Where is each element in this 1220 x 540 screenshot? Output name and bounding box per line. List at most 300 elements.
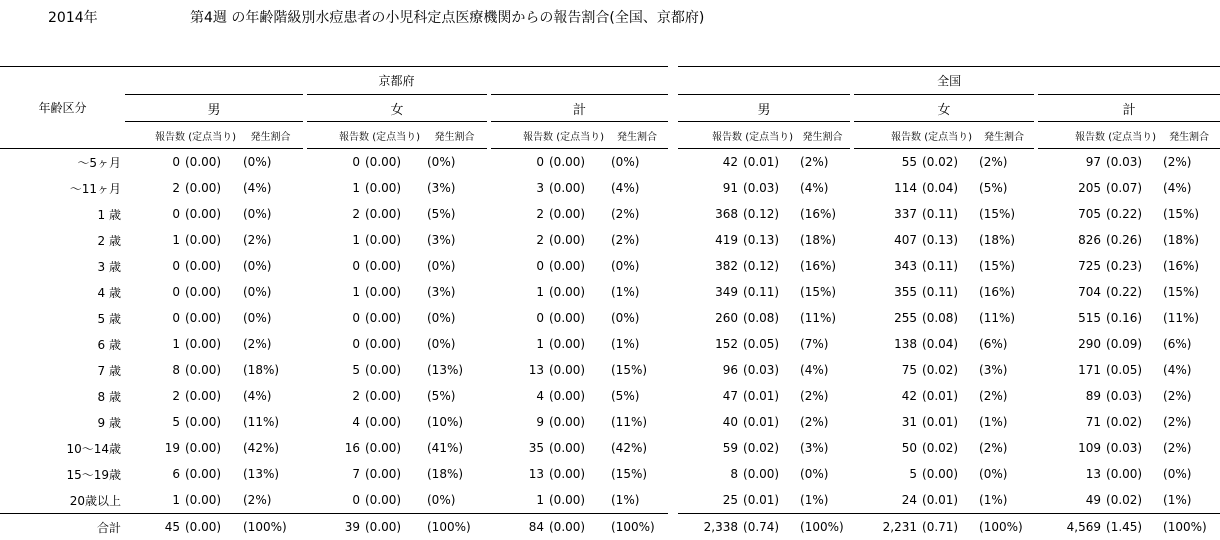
rate-cell: (11%): [974, 305, 1036, 331]
count-cell: 355: [852, 279, 917, 305]
count-cell: 2: [489, 201, 544, 227]
rate-cell: (10%): [422, 409, 489, 435]
per-site-cell: (0.00): [544, 149, 606, 176]
sex-header-national-female: 女: [852, 95, 1036, 122]
per-site-cell: (0.00): [360, 149, 422, 176]
per-site-cell: (0.00): [180, 487, 238, 514]
rate-cell: (0%): [238, 149, 305, 176]
count-cell: 47: [678, 383, 738, 409]
per-site-cell: (0.01): [738, 409, 795, 435]
count-cell: 407: [852, 227, 917, 253]
rate-cell: (41%): [422, 435, 489, 461]
per-site-cell: (0.00): [180, 357, 238, 383]
rate-cell: (3%): [974, 357, 1036, 383]
count-cell: 71: [1036, 409, 1101, 435]
count-cell: 31: [852, 409, 917, 435]
rate-cell: (5%): [422, 383, 489, 409]
per-site-cell: (0.00): [544, 383, 606, 409]
per-site-cell: (0.00): [544, 175, 606, 201]
count-cell: 1: [489, 279, 544, 305]
count-cell: 49: [1036, 487, 1101, 514]
rate-cell: (1%): [606, 279, 668, 305]
per-site-cell: (0.03): [1101, 149, 1158, 176]
rate-cell: (15%): [974, 201, 1036, 227]
count-cell: 1: [489, 331, 544, 357]
row-gap: [668, 201, 678, 227]
per-site-cell: (0.00): [360, 357, 422, 383]
row-gap: [668, 331, 678, 357]
rate-cell: (100%): [238, 514, 305, 540]
subheader-rate-kyoto-total: 発生割合: [606, 122, 668, 149]
count-cell: 725: [1036, 253, 1101, 279]
per-site-cell: (0.74): [738, 514, 795, 540]
rate-cell: (2%): [606, 201, 668, 227]
count-cell: 91: [678, 175, 738, 201]
count-cell: 3: [489, 175, 544, 201]
total-label: 合計: [0, 514, 125, 540]
rate-cell: (2%): [1158, 383, 1220, 409]
subheader-gap: [668, 122, 678, 149]
row-gap: [668, 305, 678, 331]
count-cell: 171: [1036, 357, 1101, 383]
rate-cell: (4%): [1158, 175, 1220, 201]
rate-cell: (4%): [238, 175, 305, 201]
age-label: 9 歳: [0, 409, 125, 435]
count-cell: 75: [852, 357, 917, 383]
rate-cell: (6%): [974, 331, 1036, 357]
count-cell: 0: [125, 149, 180, 176]
count-cell: 8: [125, 357, 180, 383]
count-cell: 55: [852, 149, 917, 176]
per-site-cell: (0.00): [917, 461, 974, 487]
rate-cell: (16%): [974, 279, 1036, 305]
per-site-cell: (0.23): [1101, 253, 1158, 279]
rate-cell: (1%): [606, 331, 668, 357]
subheader-rate-kyoto-male: 発生割合: [238, 122, 305, 149]
rate-cell: (18%): [422, 461, 489, 487]
rate-cell: (11%): [606, 409, 668, 435]
rate-cell: (100%): [795, 514, 852, 540]
rate-cell: (42%): [606, 435, 668, 461]
rate-cell: (5%): [606, 383, 668, 409]
rate-cell: (2%): [974, 383, 1036, 409]
table-row: [0, 409, 1220, 435]
per-site-cell: (0.12): [738, 253, 795, 279]
sex-header-kyoto-male: 男: [125, 95, 305, 122]
count-cell: 1: [305, 227, 360, 253]
sex-gap: [668, 95, 678, 122]
age-label: 1 歳: [0, 201, 125, 227]
rate-cell: (16%): [795, 253, 852, 279]
count-cell: 19: [125, 435, 180, 461]
per-site-cell: (0.00): [180, 253, 238, 279]
rate-cell: (7%): [795, 331, 852, 357]
sex-header-national-male: 男: [678, 95, 852, 122]
rate-cell: (2%): [606, 227, 668, 253]
per-site-cell: (0.00): [360, 227, 422, 253]
per-site-cell: (0.00): [360, 409, 422, 435]
count-cell: 97: [1036, 149, 1101, 176]
rate-cell: (1%): [974, 487, 1036, 514]
per-site-cell: (0.01): [917, 383, 974, 409]
row-gap: [668, 357, 678, 383]
rate-cell: (5%): [974, 175, 1036, 201]
rate-cell: (2%): [795, 409, 852, 435]
rate-cell: (0%): [422, 487, 489, 514]
region-header-national: 全国: [678, 67, 1220, 95]
rate-cell: (4%): [606, 175, 668, 201]
rate-cell: (0%): [606, 305, 668, 331]
per-site-cell: (0.11): [917, 279, 974, 305]
count-cell: 7: [305, 461, 360, 487]
subheader-count-kyoto-male: 報告数 (定点当り): [125, 122, 238, 149]
year-label: 2014年: [48, 7, 98, 27]
per-site-cell: (1.45): [1101, 514, 1158, 540]
sex-header-kyoto-female: 女: [305, 95, 489, 122]
rate-cell: (18%): [974, 227, 1036, 253]
count-cell: 349: [678, 279, 738, 305]
per-site-cell: (0.00): [180, 305, 238, 331]
subheader-count-kyoto-female: 報告数 (定点当り): [305, 122, 422, 149]
per-site-cell: (0.04): [917, 331, 974, 357]
per-site-cell: (0.00): [360, 331, 422, 357]
count-cell: 0: [305, 331, 360, 357]
count-cell: 260: [678, 305, 738, 331]
rate-cell: (0%): [238, 305, 305, 331]
per-site-cell: (0.01): [738, 487, 795, 514]
rate-cell: (42%): [238, 435, 305, 461]
count-cell: 0: [489, 149, 544, 176]
count-cell: 0: [305, 253, 360, 279]
sex-header-kyoto-total: 計: [489, 95, 668, 122]
rate-cell: (4%): [795, 357, 852, 383]
per-site-cell: (0.03): [1101, 383, 1158, 409]
per-site-cell: (0.00): [360, 435, 422, 461]
per-site-cell: (0.03): [738, 357, 795, 383]
count-cell: 1: [125, 487, 180, 514]
per-site-cell: (0.01): [917, 487, 974, 514]
rate-cell: (15%): [795, 279, 852, 305]
rate-cell: (2%): [1158, 149, 1220, 176]
subheader-count-kyoto-total: 報告数 (定点当り): [489, 122, 606, 149]
per-site-cell: (0.00): [544, 227, 606, 253]
rate-cell: (18%): [795, 227, 852, 253]
count-cell: 2,338: [678, 514, 738, 540]
age-distribution-table: [0, 66, 1220, 540]
per-site-cell: (0.00): [1101, 461, 1158, 487]
per-site-cell: (0.00): [360, 461, 422, 487]
count-cell: 96: [678, 357, 738, 383]
subheader-count-national-total: 報告数 (定点当り): [1036, 122, 1158, 149]
count-cell: 0: [305, 305, 360, 331]
per-site-cell: (0.00): [360, 514, 422, 540]
count-cell: 0: [489, 253, 544, 279]
per-site-cell: (0.07): [1101, 175, 1158, 201]
count-cell: 40: [678, 409, 738, 435]
rate-cell: (0%): [606, 149, 668, 176]
count-cell: 2: [305, 383, 360, 409]
count-cell: 826: [1036, 227, 1101, 253]
rate-cell: (2%): [238, 331, 305, 357]
rate-cell: (1%): [974, 409, 1036, 435]
count-cell: 109: [1036, 435, 1101, 461]
subheader-rate-national-female: 発生割合: [974, 122, 1036, 149]
count-cell: 343: [852, 253, 917, 279]
count-cell: 1: [489, 487, 544, 514]
count-cell: 35: [489, 435, 544, 461]
table-row: [0, 201, 1220, 227]
rate-cell: (2%): [795, 149, 852, 176]
per-site-cell: (0.00): [180, 383, 238, 409]
table-row: [0, 253, 1220, 279]
rate-cell: (3%): [422, 175, 489, 201]
age-label: 7 歳: [0, 357, 125, 383]
per-site-cell: (0.00): [360, 383, 422, 409]
rate-cell: (15%): [606, 461, 668, 487]
count-cell: 45: [125, 514, 180, 540]
per-site-cell: (0.00): [738, 461, 795, 487]
row-gap: [668, 487, 678, 514]
count-cell: 337: [852, 201, 917, 227]
count-cell: 152: [678, 331, 738, 357]
per-site-cell: (0.02): [917, 435, 974, 461]
per-site-cell: (0.00): [180, 279, 238, 305]
count-cell: 9: [489, 409, 544, 435]
count-cell: 39: [305, 514, 360, 540]
count-cell: 5: [125, 409, 180, 435]
age-label: 8 歳: [0, 383, 125, 409]
count-cell: 24: [852, 487, 917, 514]
row-gap: [668, 149, 678, 176]
per-site-cell: (0.00): [180, 435, 238, 461]
per-site-cell: (0.00): [180, 331, 238, 357]
per-site-cell: (0.00): [544, 201, 606, 227]
per-site-cell: (0.00): [544, 253, 606, 279]
count-cell: 255: [852, 305, 917, 331]
rate-cell: (3%): [795, 435, 852, 461]
rate-cell: (13%): [422, 357, 489, 383]
row-gap: [668, 409, 678, 435]
table-row: [0, 227, 1220, 253]
count-cell: 1: [125, 227, 180, 253]
count-cell: 13: [489, 461, 544, 487]
per-site-cell: (0.09): [1101, 331, 1158, 357]
age-label: 5 歳: [0, 305, 125, 331]
per-site-cell: (0.26): [1101, 227, 1158, 253]
per-site-cell: (0.00): [544, 409, 606, 435]
per-site-cell: (0.00): [544, 331, 606, 357]
subheader-rate-national-total: 発生割合: [1158, 122, 1220, 149]
per-site-cell: (0.13): [738, 227, 795, 253]
per-site-cell: (0.00): [544, 514, 606, 540]
per-site-cell: (0.00): [360, 253, 422, 279]
rate-cell: (13%): [238, 461, 305, 487]
table-row: [0, 175, 1220, 201]
per-site-cell: (0.00): [180, 227, 238, 253]
per-site-cell: (0.00): [544, 487, 606, 514]
count-cell: 1: [305, 175, 360, 201]
per-site-cell: (0.00): [360, 487, 422, 514]
per-site-cell: (0.00): [180, 201, 238, 227]
age-label: 4 歳: [0, 279, 125, 305]
count-cell: 290: [1036, 331, 1101, 357]
count-cell: 205: [1036, 175, 1101, 201]
per-site-cell: (0.02): [917, 357, 974, 383]
rate-cell: (3%): [422, 227, 489, 253]
count-cell: 42: [852, 383, 917, 409]
rate-cell: (0%): [238, 253, 305, 279]
table-row: [0, 461, 1220, 487]
count-cell: 0: [305, 149, 360, 176]
per-site-cell: (0.08): [917, 305, 974, 331]
subheader-rate-kyoto-female: 発生割合: [422, 122, 489, 149]
per-site-cell: (0.00): [360, 305, 422, 331]
rate-cell: (3%): [422, 279, 489, 305]
per-site-cell: (0.00): [180, 514, 238, 540]
table-row: [0, 149, 1220, 176]
count-cell: 2,231: [852, 514, 917, 540]
per-site-cell: (0.00): [544, 357, 606, 383]
row-gap: [668, 514, 678, 540]
per-site-cell: (0.22): [1101, 201, 1158, 227]
per-site-cell: (0.05): [1101, 357, 1158, 383]
subheader-rate-national-male: 発生割合: [795, 122, 852, 149]
per-site-cell: (0.08): [738, 305, 795, 331]
count-cell: 0: [125, 253, 180, 279]
subheader-count-national-female: 報告数 (定点当り): [852, 122, 974, 149]
rate-cell: (15%): [606, 357, 668, 383]
rate-cell: (0%): [422, 149, 489, 176]
age-label: 2 歳: [0, 227, 125, 253]
count-cell: 515: [1036, 305, 1101, 331]
per-site-cell: (0.00): [360, 279, 422, 305]
count-cell: 8: [678, 461, 738, 487]
rate-cell: (4%): [1158, 357, 1220, 383]
count-cell: 4: [489, 383, 544, 409]
per-site-cell: (0.71): [917, 514, 974, 540]
age-label: 6 歳: [0, 331, 125, 357]
per-site-cell: (0.00): [544, 461, 606, 487]
per-site-cell: (0.11): [917, 201, 974, 227]
rate-cell: (4%): [238, 383, 305, 409]
row-gap: [668, 253, 678, 279]
count-cell: 2: [305, 201, 360, 227]
count-cell: 1: [125, 331, 180, 357]
age-label: ～5ヶ月: [0, 149, 125, 176]
rate-cell: (5%): [422, 201, 489, 227]
rate-cell: (0%): [238, 279, 305, 305]
per-site-cell: (0.11): [917, 253, 974, 279]
count-cell: 89: [1036, 383, 1101, 409]
per-site-cell: (0.01): [738, 383, 795, 409]
table-row: [0, 487, 1220, 514]
rate-cell: (2%): [1158, 435, 1220, 461]
per-site-cell: (0.03): [738, 175, 795, 201]
rate-cell: (100%): [974, 514, 1036, 540]
per-site-cell: (0.00): [180, 461, 238, 487]
count-cell: 25: [678, 487, 738, 514]
count-cell: 5: [305, 357, 360, 383]
rate-cell: (15%): [974, 253, 1036, 279]
table-row: [0, 435, 1220, 461]
rate-cell: (11%): [795, 305, 852, 331]
per-site-cell: (0.00): [180, 175, 238, 201]
total-row: [0, 514, 1220, 540]
count-cell: 368: [678, 201, 738, 227]
age-label: ～11ヶ月: [0, 175, 125, 201]
count-cell: 6: [125, 461, 180, 487]
table-row: [0, 357, 1220, 383]
age-label: 10～14歳: [0, 435, 125, 461]
table-row: [0, 383, 1220, 409]
row-gap: [668, 227, 678, 253]
count-cell: 114: [852, 175, 917, 201]
count-cell: 705: [1036, 201, 1101, 227]
per-site-cell: (0.00): [544, 435, 606, 461]
rate-cell: (18%): [1158, 227, 1220, 253]
per-site-cell: (0.00): [180, 409, 238, 435]
rate-cell: (100%): [606, 514, 668, 540]
count-cell: 84: [489, 514, 544, 540]
count-cell: 2: [489, 227, 544, 253]
region-header-kyoto: 京都府: [125, 67, 668, 95]
count-cell: 704: [1036, 279, 1101, 305]
rate-cell: (0%): [238, 201, 305, 227]
count-cell: 0: [125, 305, 180, 331]
per-site-cell: (0.01): [738, 149, 795, 176]
row-gap: [668, 383, 678, 409]
per-site-cell: (0.12): [738, 201, 795, 227]
rate-cell: (0%): [974, 461, 1036, 487]
count-cell: 16: [305, 435, 360, 461]
sex-header-national-total: 計: [1036, 95, 1220, 122]
count-cell: 50: [852, 435, 917, 461]
subheader-count-national-male: 報告数 (定点当り): [678, 122, 795, 149]
per-site-cell: (0.02): [917, 149, 974, 176]
count-cell: 1: [305, 279, 360, 305]
count-cell: 4,569: [1036, 514, 1101, 540]
per-site-cell: (0.02): [1101, 487, 1158, 514]
rate-cell: (15%): [1158, 201, 1220, 227]
count-cell: 0: [125, 279, 180, 305]
table-row: [0, 279, 1220, 305]
count-cell: 2: [125, 383, 180, 409]
rate-cell: (0%): [422, 253, 489, 279]
count-cell: 13: [489, 357, 544, 383]
per-site-cell: (0.11): [738, 279, 795, 305]
per-site-cell: (0.13): [917, 227, 974, 253]
per-site-cell: (0.16): [1101, 305, 1158, 331]
report-title: 第4週 の年齢階級別水痘患者の小児科定点医療機関からの報告割合(全国、京都府): [190, 7, 704, 27]
rate-cell: (0%): [1158, 461, 1220, 487]
count-cell: 0: [125, 201, 180, 227]
rate-cell: (1%): [795, 487, 852, 514]
per-site-cell: (0.00): [360, 201, 422, 227]
per-site-cell: (0.05): [738, 331, 795, 357]
rate-cell: (2%): [974, 435, 1036, 461]
rate-cell: (4%): [795, 175, 852, 201]
row-gap: [668, 279, 678, 305]
rate-cell: (0%): [422, 331, 489, 357]
per-site-cell: (0.00): [544, 279, 606, 305]
rate-cell: (15%): [1158, 279, 1220, 305]
rate-cell: (0%): [606, 253, 668, 279]
region-gap: [668, 67, 678, 95]
count-cell: 382: [678, 253, 738, 279]
per-site-cell: (0.22): [1101, 279, 1158, 305]
per-site-cell: (0.00): [544, 305, 606, 331]
rate-cell: (2%): [238, 487, 305, 514]
